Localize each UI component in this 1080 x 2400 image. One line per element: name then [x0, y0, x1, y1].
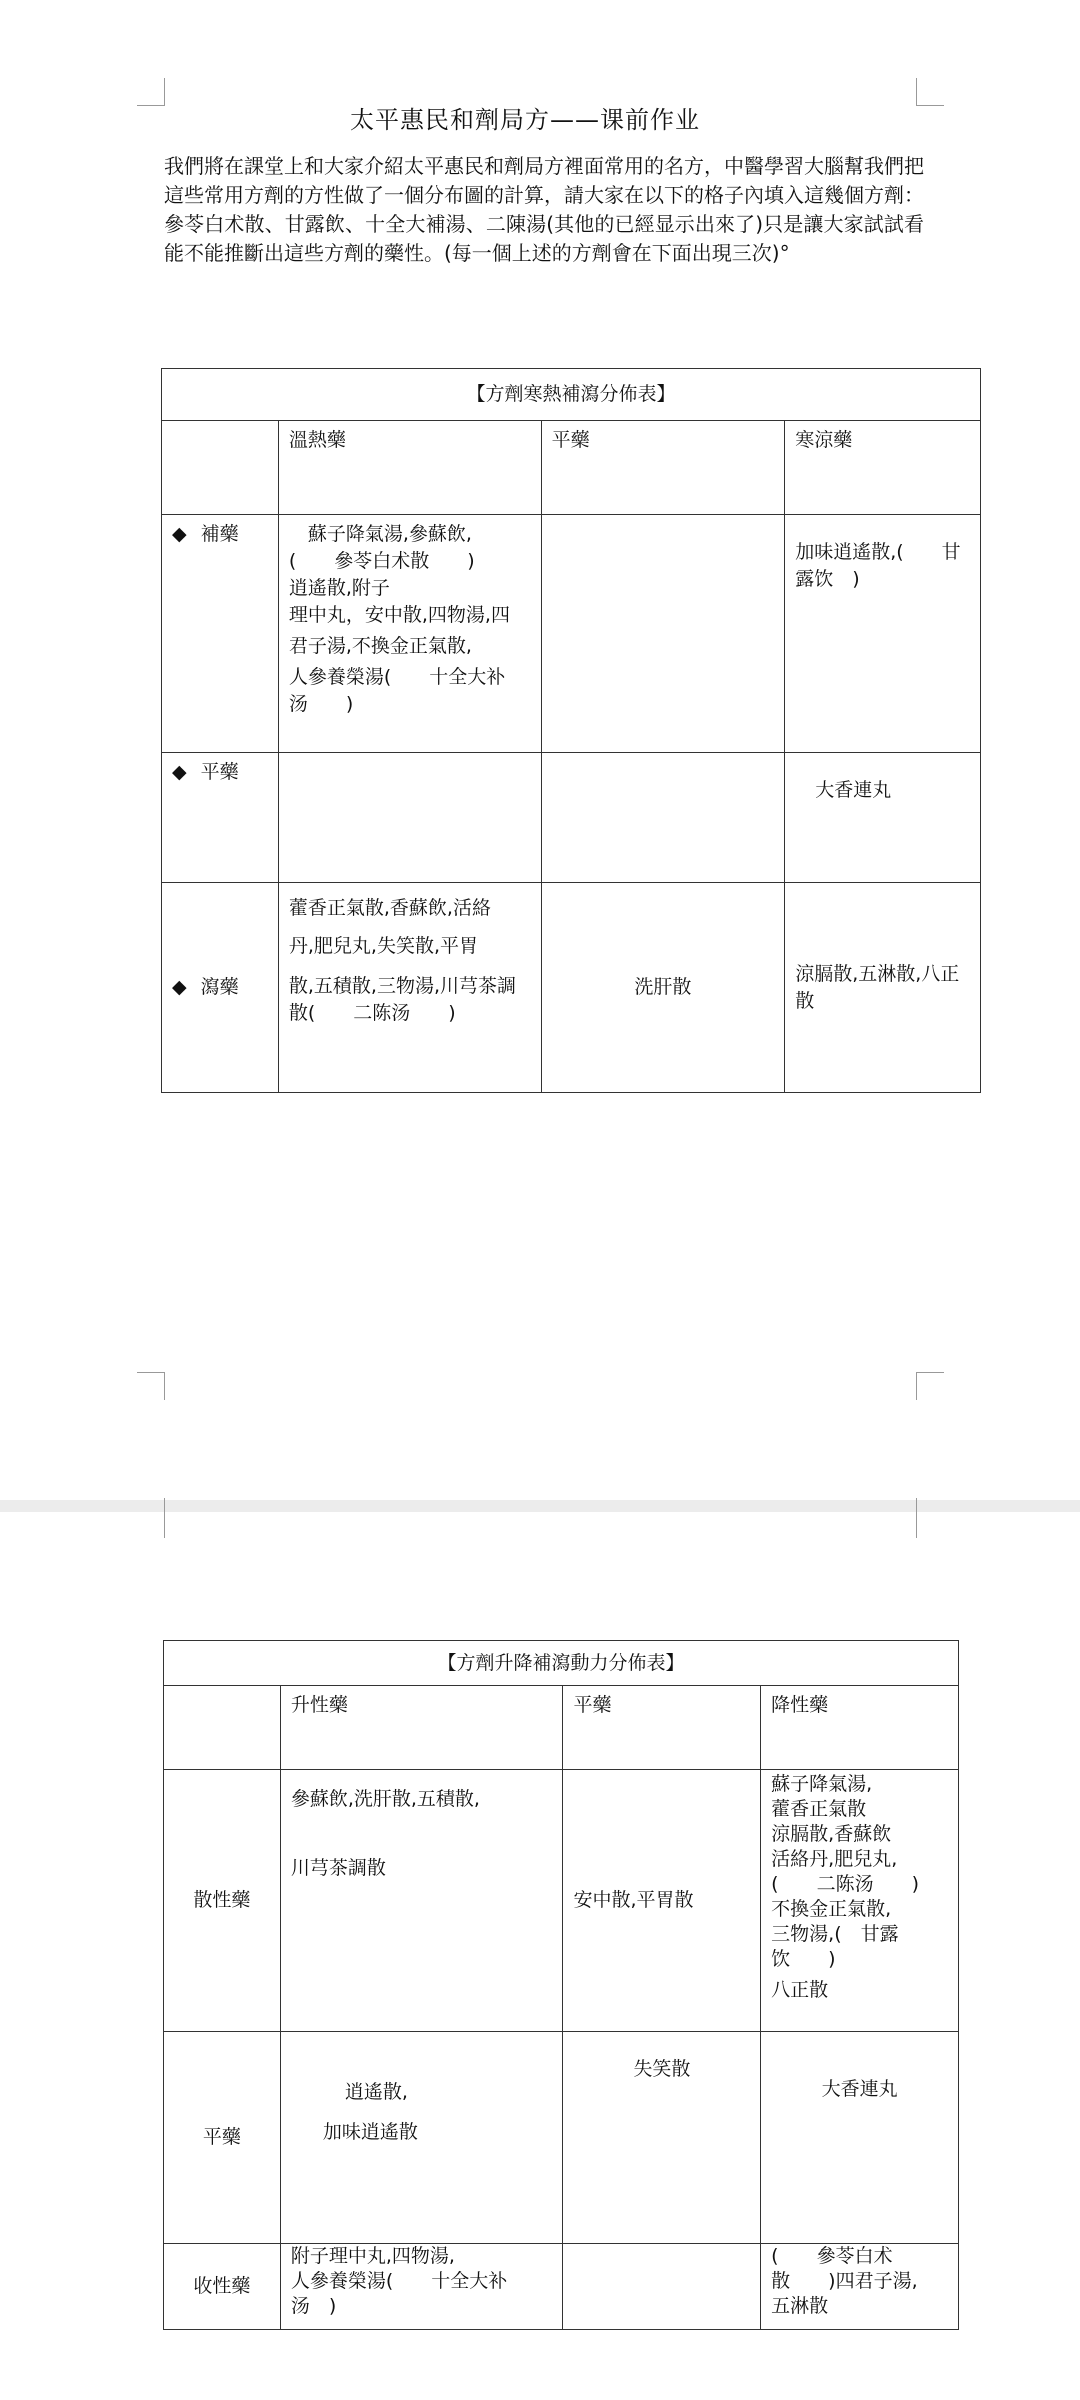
table-header: 溫熱藥: [278, 421, 541, 515]
table-cell: 參蘇飲,洗肝散,五積散, 川芎茶調散: [280, 1770, 563, 2032]
document-title: 太平惠民和劑局方——课前作业: [350, 106, 700, 134]
table-header: 降性藥: [761, 1686, 959, 1770]
page-corner-mark: [137, 1498, 165, 1538]
table-cell: 大香連丸: [785, 753, 981, 883]
page-corner-mark: [916, 1498, 944, 1538]
row-label: 散性藥: [164, 1770, 281, 2032]
table-cell: 附子理中丸,四物湯, 人參養榮湯( 十全大补汤 ): [280, 2244, 563, 2330]
diamond-icon: ◆: [172, 761, 187, 783]
row-label: 收性藥: [164, 2244, 281, 2330]
row-label: ◆ 平藥: [162, 753, 279, 883]
table-header: 寒涼藥: [785, 421, 981, 515]
table-cell-empty: [541, 515, 785, 753]
table-cell: ( 參苓白术散 )四君子湯, 五淋散: [761, 2244, 959, 2330]
row-label: 平藥: [164, 2032, 281, 2244]
table-cell: 安中散,平胃散: [563, 1770, 761, 2032]
table-header: 升性藥: [280, 1686, 563, 1770]
table-cell-empty: [541, 753, 785, 883]
table-caption: 【方劑升降補瀉動力分佈表】: [164, 1641, 959, 1686]
table-cell: 藿香正氣散,香蘇飲,活絡 丹,肥兒丸,失笑散,平胃 散,五積散,三物湯,川芎茶調散( 二陈汤 ): [278, 883, 541, 1093]
table-cell: 蘇子降氣湯,參蘇飲, ( 參苓白术散 ) 逍遙散,附子 理中丸，安中散,四物湯,四 君子湯,不換金正氣散, 人參養榮湯( 十全大补汤 ): [278, 515, 541, 753]
table-cell: 涼膈散,五淋散,八正散: [785, 883, 981, 1093]
table-cell-empty: [278, 753, 541, 883]
table-header-blank: [164, 1686, 281, 1770]
document-page-2: [0, 1512, 1080, 2400]
table-cell: 洗肝散: [541, 883, 785, 1093]
table-header-blank: [162, 421, 279, 515]
table-cell: 蘇子降氣湯, 藿香正氣散 涼膈散,香蘇飲 活絡丹,肥兒丸, ( 二陈汤 ) 不換金正氣散, 三物湯,( 甘露饮 ) 八正散: [761, 1770, 959, 2032]
row-label: ◆ 補藥: [162, 515, 279, 753]
diamond-icon: ◆: [172, 523, 187, 545]
table-cell: 大香連丸: [761, 2032, 959, 2244]
table-header: 平藥: [541, 421, 785, 515]
page-corner-mark: [137, 1372, 165, 1400]
page-corner-mark: [916, 1372, 944, 1400]
table-cell: 逍遙散, 加味逍遙散: [280, 2032, 563, 2244]
table-cell-empty: [563, 2244, 761, 2330]
cold-heat-table: [161, 368, 981, 1093]
row-label: ◆ 瀉藥: [162, 883, 279, 1093]
table-cell: 加味逍遙散,( 甘露饮 ): [785, 515, 981, 753]
table-caption: 【方劑寒熱補瀉分佈表】: [162, 369, 981, 421]
table-header: 平藥: [563, 1686, 761, 1770]
table-cell: 失笑散: [563, 2032, 761, 2244]
diamond-icon: ◆: [172, 976, 187, 998]
intro-paragraph: 我們將在課堂上和大家介紹太平惠民和劑局方裡面常用的名方，中醫學習大腦幫我們把這些常用方劑的方性做了一個分布圖的計算，請大家在以下的格子內填入這幾個方劑：參苓白术散、甘露飲、十全大補湯、二陳湯(其他的已經显示出來了)只是讓大家試試看能不能推斷出這些方劑的藥性。(每一個上述的方劑會在下面出現三次)°: [164, 154, 924, 265]
rise-fall-table: [163, 1640, 959, 2330]
